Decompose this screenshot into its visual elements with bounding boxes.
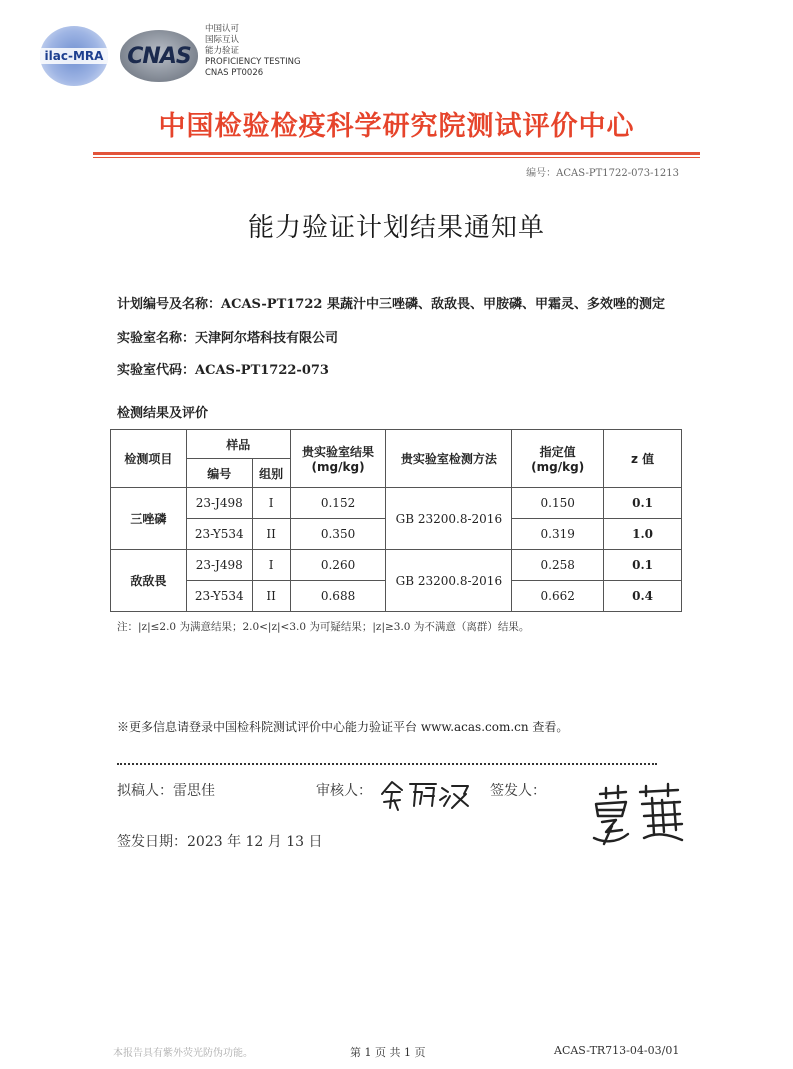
table-note: 注：|z|≤2.0 为满意结果；2.0<|z|<3.0 为可疑结果；|z|≥3.0 为不满意（离群）结果。 bbox=[117, 621, 530, 633]
drafter bbox=[117, 780, 215, 800]
issuer-signature bbox=[582, 782, 692, 848]
page-number: 第 1 页 共 1 页 bbox=[350, 1046, 426, 1059]
institution-name: 中国检验检疫科学研究院测试评价中心 bbox=[158, 111, 635, 142]
header-sample: 样品 bbox=[186, 430, 290, 459]
table-row bbox=[111, 550, 682, 581]
cell-result: 0.688 bbox=[290, 581, 386, 612]
cnas-logo-text: CNAS bbox=[127, 44, 191, 69]
lab-code-line bbox=[117, 359, 329, 378]
plan-value: ACAS-PT1722 果蔬汁中三唑磷、敌敌畏、甲胺磷、甲霜灵、多效唑的测定 bbox=[221, 297, 665, 312]
document-number: 编号：ACAS-PT1722-073-1213 bbox=[526, 168, 679, 179]
cell-group: I bbox=[252, 550, 290, 581]
table-header-row bbox=[111, 430, 682, 459]
cell-method: GB 23200.8-2016 bbox=[386, 550, 512, 612]
cell-sample-no: 23-Y534 bbox=[186, 581, 252, 612]
header-assigned-unit: (mg/kg) bbox=[531, 460, 585, 474]
header-group: 组别 bbox=[252, 459, 290, 488]
page-title: 能力验证计划结果通知单 bbox=[247, 213, 545, 243]
lab-name-line bbox=[117, 327, 338, 346]
cell-z: 1.0 bbox=[604, 519, 682, 550]
reviewer-signature bbox=[378, 772, 474, 814]
plan-line bbox=[117, 293, 665, 312]
form-number: ACAS-TR713-04-03/01 bbox=[554, 1044, 680, 1057]
cell-item: 敌敌畏 bbox=[111, 550, 187, 612]
cell-method: GB 23200.8-2016 bbox=[386, 488, 512, 550]
header-sample-no: 编号 bbox=[186, 459, 252, 488]
table-row bbox=[111, 488, 682, 519]
cell-z: 0.1 bbox=[604, 550, 682, 581]
header-method: 贵实验室检测方法 bbox=[386, 430, 512, 488]
cnas-info-line: 能力验证 bbox=[205, 46, 240, 56]
cnas-info bbox=[205, 24, 301, 79]
header-assigned bbox=[512, 430, 604, 488]
cell-sample-no: 23-Y534 bbox=[186, 519, 252, 550]
header-rule bbox=[93, 152, 700, 155]
cell-assigned: 0.319 bbox=[512, 519, 604, 550]
header-z: z 值 bbox=[604, 430, 682, 488]
drafter-name: 雷思佳 bbox=[173, 783, 215, 799]
header-result-label: 贵实验室结果 bbox=[302, 445, 375, 459]
cell-result: 0.350 bbox=[290, 519, 386, 550]
more-info: ※更多信息请登录中国检科院测试评价中心能力验证平台 www.acas.com.cn 查看。 bbox=[117, 720, 569, 734]
header-rule-thin bbox=[93, 157, 700, 158]
dotted-divider bbox=[117, 763, 657, 765]
cnas-info-line: 中国认可 bbox=[205, 24, 240, 34]
cnas-info-line: 国际互认 bbox=[205, 35, 240, 45]
results-table bbox=[110, 429, 682, 612]
cell-assigned: 0.150 bbox=[512, 488, 604, 519]
cell-result: 0.260 bbox=[290, 550, 386, 581]
ilac-logo-text: ilac-MRA bbox=[40, 48, 108, 64]
issue-date bbox=[117, 831, 323, 851]
lab-code-value: ACAS-PT1722-073 bbox=[195, 363, 329, 378]
plan-label: 计划编号及名称： bbox=[117, 297, 222, 312]
header-item: 检测项目 bbox=[111, 430, 187, 488]
header-result-unit: (mg/kg) bbox=[311, 460, 365, 474]
header-result bbox=[290, 430, 386, 488]
issue-date-value: 2023 年 12 月 13 日 bbox=[187, 834, 323, 850]
cnas-info-line: PROFICIENCY TESTING bbox=[205, 57, 301, 67]
cnas-logo bbox=[120, 30, 198, 82]
cell-sample-no: 23-J498 bbox=[186, 550, 252, 581]
cell-z: 0.1 bbox=[604, 488, 682, 519]
cell-assigned: 0.662 bbox=[512, 581, 604, 612]
lab-name-label: 实验室名称： bbox=[117, 331, 196, 346]
cell-group: I bbox=[252, 488, 290, 519]
cell-item: 三唑磷 bbox=[111, 488, 187, 550]
cell-z: 0.4 bbox=[604, 581, 682, 612]
section-title: 检测结果及评价 bbox=[117, 406, 209, 421]
header-assigned-label: 指定值 bbox=[539, 445, 576, 459]
cell-group: II bbox=[252, 519, 290, 550]
issuer-label: 签发人： bbox=[490, 783, 546, 799]
cell-sample-no: 23-J498 bbox=[186, 488, 252, 519]
issue-date-label: 签发日期： bbox=[117, 834, 187, 850]
footer-watermark: 本报告具有紫外荧光防伪功能。 bbox=[113, 1048, 253, 1059]
drafter-label: 拟稿人： bbox=[117, 783, 173, 799]
ilac-mra-logo bbox=[40, 26, 108, 86]
lab-code-label: 实验室代码： bbox=[117, 363, 196, 378]
lab-name-value: 天津阿尔塔科技有限公司 bbox=[195, 331, 339, 346]
cell-result: 0.152 bbox=[290, 488, 386, 519]
cell-group: II bbox=[252, 581, 290, 612]
cnas-info-line: CNAS PT0026 bbox=[205, 68, 264, 78]
reviewer-label: 审核人： bbox=[316, 783, 372, 799]
cell-assigned: 0.258 bbox=[512, 550, 604, 581]
